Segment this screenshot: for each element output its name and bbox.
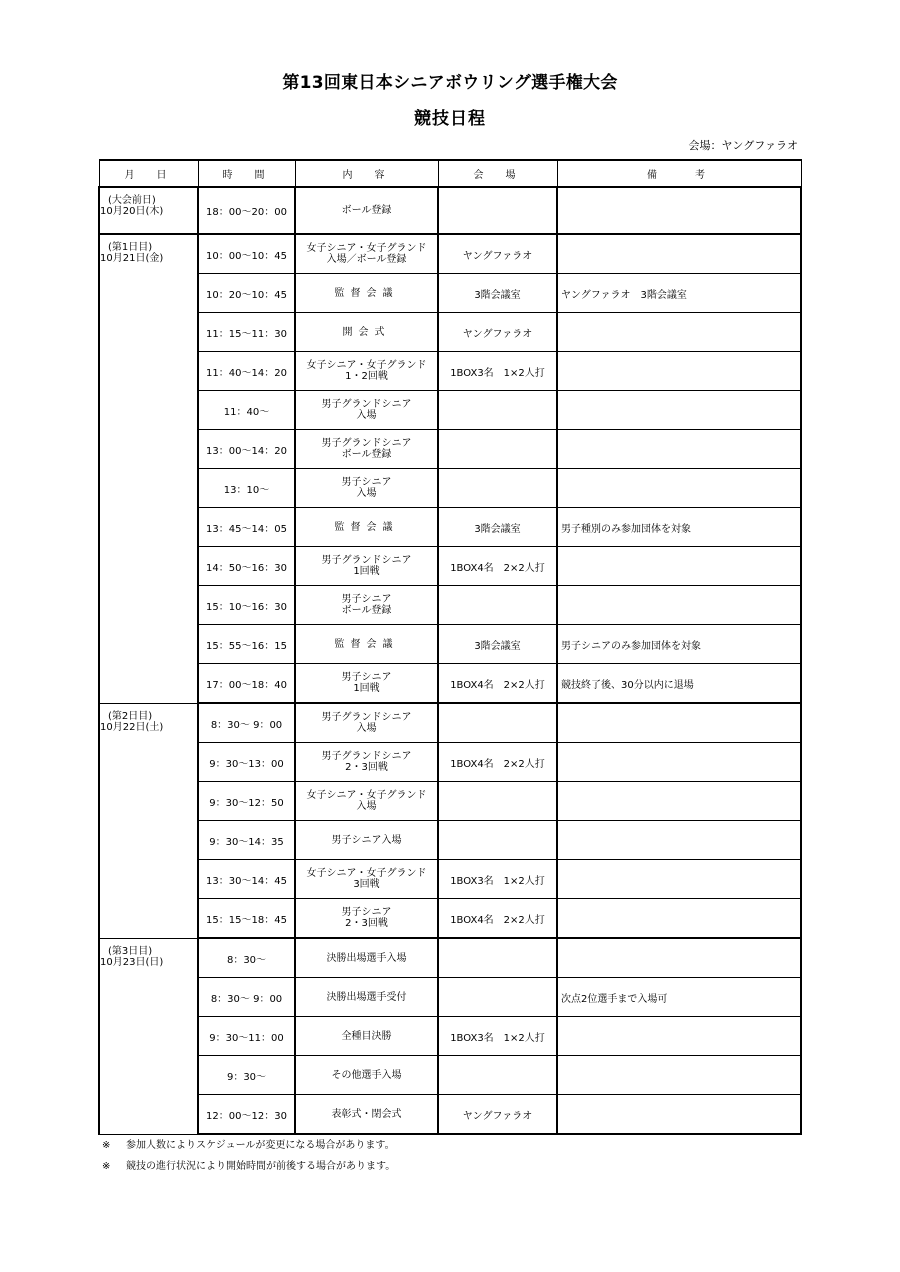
event-line: 男子グランドシニア	[321, 399, 412, 410]
event-line: 監督会議	[334, 521, 399, 533]
place-cell: 1BOX4名 2×2人打	[438, 664, 557, 704]
time-cell: 10：20〜10：45	[198, 274, 295, 313]
schedule-row	[99, 1095, 801, 1135]
event-line: 男子シニア	[341, 907, 392, 918]
footnote-item	[102, 1156, 395, 1177]
event-cell	[295, 782, 438, 821]
schedule-row	[99, 703, 801, 743]
event-cell	[295, 703, 438, 743]
note-cell: ヤングファラオ 3階会議室	[557, 274, 801, 313]
place-cell	[438, 1056, 557, 1095]
event-line: 表彰式・閉会式	[331, 1108, 402, 1120]
place-cell	[438, 782, 557, 821]
time-cell: 8：30〜 9：00	[198, 978, 295, 1017]
document-title: 第13回東日本シニアボウリング選手権大会	[282, 73, 618, 93]
schedule-row	[99, 625, 801, 664]
time-cell: 18：00〜20：00	[198, 187, 295, 234]
footnote-text: 参加人数によりスケジュールが変更になる場合があります。	[126, 1140, 395, 1151]
document-subtitle: 競技日程	[414, 109, 486, 129]
time-cell: 13：00〜14：20	[198, 430, 295, 469]
place-cell: 1BOX3名 1×2人打	[438, 860, 557, 899]
time-cell: 9：30〜12：50	[198, 782, 295, 821]
event-line: 開会式	[342, 326, 391, 338]
schedule-row	[99, 352, 801, 391]
day-cell	[99, 703, 198, 938]
event-cell	[295, 430, 438, 469]
place-cell	[438, 938, 557, 978]
place-cell	[438, 430, 557, 469]
event-line: 2・3回戦	[345, 918, 388, 929]
event-cell	[295, 274, 438, 313]
place-cell: 3階会議室	[438, 508, 557, 547]
event-line: 全種目決勝	[341, 1030, 392, 1042]
note-cell	[557, 938, 801, 978]
footnote-text: 競技の進行状況により開始時間が前後する場合があります。	[126, 1161, 396, 1172]
venue-note: 会場：ヤングファラオ	[688, 139, 798, 152]
header-event: 内 容	[295, 160, 438, 187]
event-line: 決勝出場選手入場	[326, 952, 407, 964]
place-cell	[438, 391, 557, 430]
event-line: 2・3回戦	[345, 762, 388, 773]
place-cell: 1BOX3名 1×2人打	[438, 352, 557, 391]
note-cell	[557, 234, 801, 274]
event-cell	[295, 664, 438, 704]
event-cell	[295, 860, 438, 899]
footnote-mark: ※	[102, 1161, 111, 1172]
event-line: 男子グランドシニア	[321, 555, 412, 566]
event-cell	[295, 469, 438, 508]
time-cell: 12：00〜12：30	[198, 1095, 295, 1135]
day-cell	[99, 234, 198, 703]
note-cell: 次点2位選手まで入場可	[557, 978, 801, 1017]
header-place: 会 場	[438, 160, 557, 187]
event-cell	[295, 586, 438, 625]
day-label: (第1日目)	[108, 242, 153, 253]
note-cell	[557, 547, 801, 586]
place-cell: 1BOX4名 2×2人打	[438, 899, 557, 939]
note-cell	[557, 743, 801, 782]
time-cell: 8：30〜	[198, 938, 295, 978]
place-cell: 3階会議室	[438, 274, 557, 313]
schedule-row	[99, 821, 801, 860]
time-cell: 9：30〜13：00	[198, 743, 295, 782]
time-cell: 15：55〜16：15	[198, 625, 295, 664]
event-cell	[295, 1017, 438, 1056]
note-cell	[557, 703, 801, 743]
time-cell: 13：45〜14：05	[198, 508, 295, 547]
note-cell	[557, 430, 801, 469]
day-label: (第2日目)	[108, 710, 153, 722]
event-cell	[295, 313, 438, 352]
note-cell	[557, 1095, 801, 1135]
footnotes	[102, 1135, 395, 1177]
time-cell: 13：30〜14：45	[198, 860, 295, 899]
schedule-row	[99, 978, 801, 1017]
schedule-row	[99, 469, 801, 508]
event-line: ボール登録	[341, 605, 392, 616]
event-cell	[295, 625, 438, 664]
event-line: 男子グランドシニア	[321, 751, 412, 762]
event-line: ボール登録	[341, 449, 392, 460]
event-line: 入場	[356, 723, 377, 734]
event-cell	[295, 1056, 438, 1095]
header-note: 備 考	[557, 160, 801, 187]
header-time: 時 間	[198, 160, 295, 187]
event-line: 男子グランドシニア	[321, 712, 412, 723]
time-cell: 8：30〜 9：00	[198, 703, 295, 743]
note-cell: 競技終了後、30分以内に退場	[557, 664, 801, 704]
note-cell	[557, 586, 801, 625]
place-cell	[438, 703, 557, 743]
event-line: 入場	[356, 410, 377, 421]
schedule-row	[99, 782, 801, 821]
time-cell: 11：15〜11：30	[198, 313, 295, 352]
place-cell: ヤングファラオ	[438, 313, 557, 352]
schedule-row	[99, 391, 801, 430]
time-cell: 17：00〜18：40	[198, 664, 295, 704]
note-cell: 男子シニアのみ参加団体を対象	[557, 625, 801, 664]
schedule-table	[98, 159, 802, 1135]
schedule-row	[99, 1056, 801, 1095]
place-cell	[438, 978, 557, 1017]
event-cell	[295, 938, 438, 978]
event-line: その他選手入場	[331, 1069, 402, 1081]
event-line: 3回戦	[353, 879, 380, 890]
time-cell: 15：15〜18：45	[198, 899, 295, 939]
note-cell	[557, 860, 801, 899]
note-cell	[557, 352, 801, 391]
time-cell: 10：00〜10：45	[198, 234, 295, 274]
schedule-row	[99, 508, 801, 547]
event-cell	[295, 547, 438, 586]
schedule-row	[99, 860, 801, 899]
day-label: (大会前日)	[108, 195, 156, 206]
place-cell: 1BOX4名 2×2人打	[438, 547, 557, 586]
event-line: 女子シニア・女子グランド	[306, 868, 427, 879]
event-line: 女子シニア・女子グランド	[306, 243, 427, 254]
day-date: 10月23日(日)	[100, 956, 164, 968]
time-cell: 9：30〜14：35	[198, 821, 295, 860]
place-cell: 1BOX4名 2×2人打	[438, 743, 557, 782]
place-cell	[438, 586, 557, 625]
note-cell	[557, 1056, 801, 1095]
day-date: 10月21日(金)	[100, 253, 164, 264]
note-cell	[557, 899, 801, 939]
schedule-row	[99, 664, 801, 704]
event-line: 男子グランドシニア	[321, 438, 412, 449]
time-cell: 15：10〜16：30	[198, 586, 295, 625]
event-cell	[295, 743, 438, 782]
event-line: 監督会議	[334, 287, 399, 299]
schedule-row	[99, 547, 801, 586]
header-row	[99, 160, 801, 187]
event-cell	[295, 352, 438, 391]
schedule-row	[99, 743, 801, 782]
event-line: 監督会議	[334, 638, 399, 650]
time-cell: 11：40〜	[198, 391, 295, 430]
event-line: 入場	[356, 801, 377, 812]
time-cell: 9：30〜11：00	[198, 1017, 295, 1056]
event-line: 1回戦	[353, 683, 380, 694]
schedule-row	[99, 899, 801, 939]
event-cell	[295, 899, 438, 939]
event-cell	[295, 508, 438, 547]
day-date: 10月22日(土)	[100, 721, 164, 733]
event-line: ボール登録	[341, 205, 392, 216]
note-cell	[557, 469, 801, 508]
day-date: 10月20日(木)	[100, 206, 164, 217]
event-line: 入場／ボール登録	[326, 254, 407, 265]
event-line: 入場	[356, 488, 377, 499]
event-line: 男子シニア	[341, 477, 392, 488]
time-cell: 9：30〜	[198, 1056, 295, 1095]
schedule-row	[99, 586, 801, 625]
note-cell	[557, 821, 801, 860]
event-cell	[295, 234, 438, 274]
footnote-item	[102, 1135, 395, 1156]
event-line: 女子シニア・女子グランド	[306, 790, 427, 801]
place-cell: 1BOX3名 1×2人打	[438, 1017, 557, 1056]
header-date: 月 日	[99, 160, 198, 187]
day-cell	[99, 938, 198, 1134]
note-cell	[557, 187, 801, 234]
note-cell	[557, 391, 801, 430]
place-cell	[438, 469, 557, 508]
schedule-row	[99, 430, 801, 469]
note-cell	[557, 313, 801, 352]
note-cell: 男子種別のみ参加団体を対象	[557, 508, 801, 547]
schedule-row	[99, 274, 801, 313]
event-line: 女子シニア・女子グランド	[306, 360, 427, 371]
time-cell: 13：10〜	[198, 469, 295, 508]
schedule-row	[99, 1017, 801, 1056]
event-cell	[295, 1095, 438, 1135]
event-line: 男子シニア	[341, 594, 392, 605]
place-cell: 3階会議室	[438, 625, 557, 664]
footnote-mark: ※	[102, 1140, 111, 1151]
note-cell	[557, 782, 801, 821]
schedule-row	[99, 234, 801, 274]
place-cell	[438, 187, 557, 234]
time-cell: 11：40〜14：20	[198, 352, 295, 391]
place-cell	[438, 821, 557, 860]
schedule-table-body	[99, 187, 801, 1134]
event-line: 男子シニア入場	[331, 834, 402, 846]
schedule-table-header	[99, 160, 801, 187]
event-cell	[295, 978, 438, 1017]
day-cell	[99, 187, 198, 234]
schedule-row	[99, 187, 801, 234]
event-cell	[295, 391, 438, 430]
event-cell	[295, 187, 438, 234]
event-line: 決勝出場選手受付	[326, 991, 407, 1003]
schedule-row	[99, 938, 801, 978]
time-cell: 14：50〜16：30	[198, 547, 295, 586]
note-cell	[557, 1017, 801, 1056]
event-line: 1・2回戦	[345, 371, 388, 382]
event-cell	[295, 821, 438, 860]
place-cell: ヤングファラオ	[438, 234, 557, 274]
event-line: 1回戦	[353, 566, 380, 577]
schedule-row	[99, 313, 801, 352]
day-label: (第3日目)	[108, 945, 153, 957]
place-cell: ヤングファラオ	[438, 1095, 557, 1135]
event-line: 男子シニア	[341, 672, 392, 683]
